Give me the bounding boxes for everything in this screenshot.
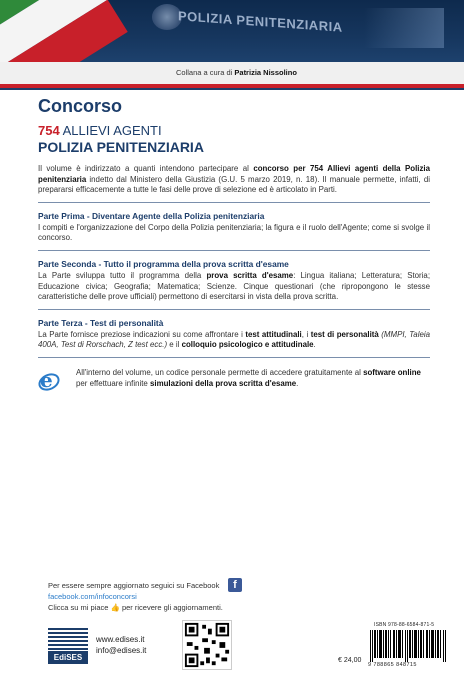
section-divider — [38, 357, 430, 358]
section-divider — [38, 202, 430, 203]
publisher-email[interactable]: info@edises.it — [96, 646, 147, 655]
software-text: All'interno del volume, un codice personale permette di accedere gratuitamente al software online per effettuare infinite simulazioni della prova scritta d'esame. — [76, 367, 421, 388]
barcode-icon — [370, 630, 446, 662]
book-logo-icon — [48, 628, 88, 650]
edises-logo: EdiSES — [48, 628, 88, 664]
part-one-title: Parte Prima - Diventare Agente della Polizia penitenziaria — [38, 210, 265, 221]
facebook-icon[interactable]: f — [228, 578, 242, 592]
facebook-follow-text: Per essere sempre aggiornato seguici su Facebook — [48, 581, 220, 590]
price-label: € 24,00 — [338, 657, 362, 664]
italian-flag-stripes — [0, 0, 128, 62]
software-online-note — [38, 368, 430, 392]
qr-pattern — [183, 621, 231, 669]
series-editor-line: Collana a cura di Patrizia Nissolino — [0, 62, 464, 84]
page-title: Concorso — [38, 96, 123, 116]
series-editor-name: Patrizia Nissolino — [234, 68, 297, 77]
part-two-title: Parte Seconda - Tutto il programma della prova scritta d'esame — [38, 258, 289, 269]
software-cd-icon: e — [38, 368, 64, 392]
part-three-title: Parte Terza - Test di personalità — [38, 317, 164, 328]
intro-paragraph: Il volume è indirizzato a quanti intendono partecipare al concorso per 754 Allievi agenti della Polizia penitenziaria indetto dal Ministero della Giustizia (G.U. 5 marzo 2019, n. 18). Il manuale permette, infatti, di prepararsi efficacemente a tutte le fasi delle prove di selezione ed è articolato in Parti. — [38, 164, 430, 195]
vehicle-highlight — [364, 8, 444, 48]
cover-banner — [0, 0, 464, 62]
page-subtitle-corps: POLIZIA PENITENZIARIA — [38, 139, 204, 155]
back-cover-content — [38, 96, 430, 392]
part-one-body: I compiti e l'organizzazione del Corpo della Polizia penitenziaria; la figura e il ruolo dell'Agente; come si svolge il concorso. — [38, 222, 430, 243]
publisher-website[interactable]: www.edises.it — [96, 635, 145, 644]
facebook-block — [48, 580, 288, 613]
facebook-link[interactable]: facebook.com/infoconcorsi — [48, 592, 137, 601]
vehicle-lettering: POLIZIA PENITENZIARIA — [178, 8, 343, 35]
part-three-body: La Parte fornisce preziose indicazioni su come affrontare i test attitudinali, i test di personalità (MMPI, Taleia 400A, Test di Rorschach, Z test ecc.) e il colloquio psicologico e attitudinale. — [38, 329, 430, 350]
barcode-digits: 9 788865 848715 — [368, 662, 417, 668]
facebook-like-text: Clicca su mi piace 👍 per ricevere gli aggiornamenti. — [48, 603, 223, 612]
page-subtitle: 754 ALLIEVI AGENTI — [38, 123, 162, 138]
isbn-text: ISBN 978-88-6584-871-5 — [374, 622, 435, 628]
section-divider — [38, 250, 430, 251]
divider-blue — [0, 88, 464, 90]
qr-code-icon[interactable] — [182, 620, 232, 670]
section-divider — [38, 309, 430, 310]
publisher-contacts — [96, 634, 146, 656]
part-two-body: La Parte sviluppa tutto il programma della prova scritta d'esame: Lingua italiana; Letteratura; Storia; Educazione civica; Geografia; Matematica; Scienze. Cinque questionari (che ripropongono le stesse caratteristiche delle prove ufficiali) permettono di esercitarsi in vista della prova scritta. — [38, 270, 431, 302]
